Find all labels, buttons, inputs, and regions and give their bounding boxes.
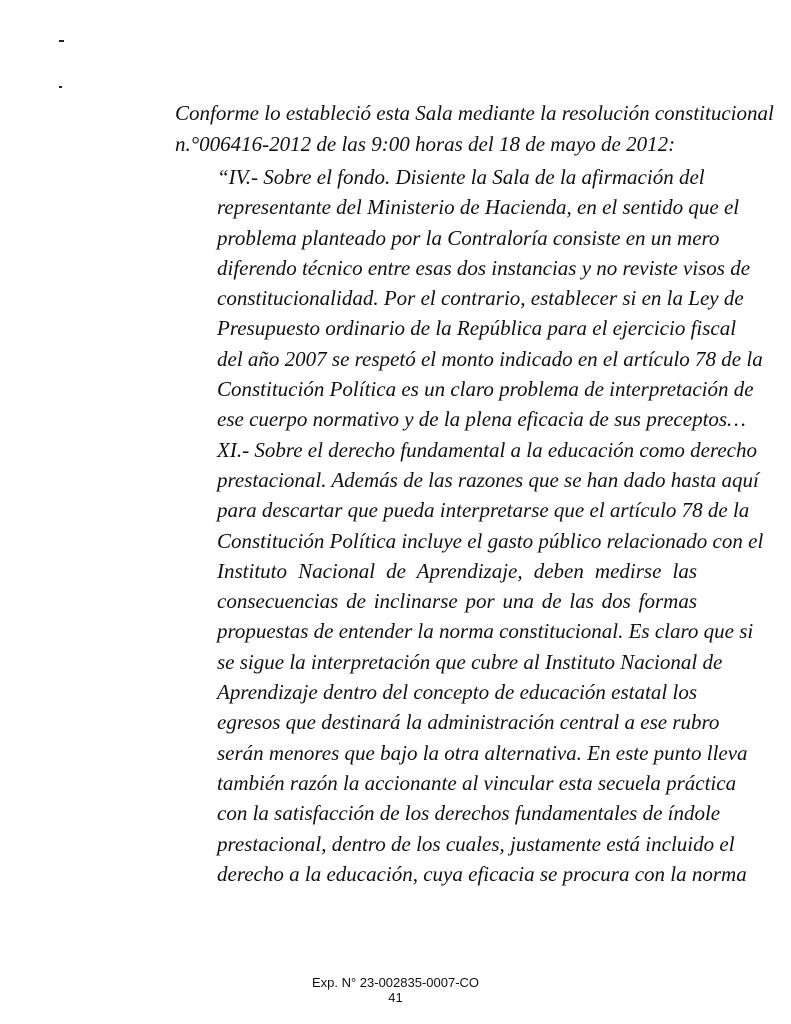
quote-line: ese cuerpo normativo y de la plena eficacia de sus preceptos… <box>217 407 746 432</box>
quote-line: también razón la accionante al vincular esta secuela práctica <box>217 770 737 795</box>
quote-line: Presupuesto ordinario de la República para el ejercicio fiscal <box>217 316 737 341</box>
quote-line: serán menores que bajo la otra alternativa. En este punto lleva <box>217 740 748 765</box>
quote-line: Aprendizaje dentro del concepto de educación estatal los <box>217 680 697 705</box>
quote-line: problema planteado por la Contraloría consiste en un mero <box>217 225 720 250</box>
scan-mark <box>59 86 62 88</box>
intro-line: n.°006416-2012 de las 9:00 horas del 18 de mayo de 2012: <box>175 131 676 156</box>
quote-line: Constitución Política es un claro problema de interpretación de <box>217 377 754 402</box>
quote-line: derecho a la educación, cuya eficacia se procura con la norma <box>217 861 747 886</box>
scan-mark <box>59 40 64 42</box>
quote-line: del año 2007 se respetó el monto indicado en el artículo 78 de la <box>217 346 763 371</box>
quoted-resolution <box>217 162 764 889</box>
quote-line: prestacional. Además de las razones que se han dado hasta aquí <box>217 467 759 492</box>
quote-line: consecuencias de inclinarse por una de las dos formas <box>217 589 697 614</box>
quote-line: representante del Ministerio de Hacienda, en el sentido que el <box>217 195 740 220</box>
quote-line: se sigue la interpretación que cubre al Instituto Nacional de <box>217 649 723 674</box>
quote-line: XI.- Sobre el derecho fundamental a la educación como derecho <box>217 437 758 462</box>
quote-line: “IV.- Sobre el fondo. Disiente la Sala de la afirmación del <box>217 165 705 189</box>
case-number: Exp. N° 23-002835-0007-CO <box>311 975 480 990</box>
quote-line: para descartar que pueda interpretarse que el artículo 78 de la <box>217 498 750 523</box>
quote-line: diferendo técnico entre esas dos instancias y no reviste visos de <box>217 255 751 280</box>
quote-line: Instituto Nacional de Aprendizaje, deben medirse las <box>217 558 697 583</box>
page-number: 41 <box>388 990 403 1005</box>
quote-line: Constitución Política incluye el gasto público relacionado con el <box>217 528 764 553</box>
intro-line: Conforme lo estableció esta Sala mediante la resolución constitucional <box>175 101 774 125</box>
quote-line: propuestas de entender la norma constitucional. Es claro que si <box>217 619 754 644</box>
quote-line: prestacional, dentro de los cuales, justamente está incluido el <box>217 831 735 856</box>
quote-line: con la satisfacción de los derechos fundamentales de índole <box>217 801 721 826</box>
quote-line: egresos que destinará la administración central a ese rubro <box>217 710 720 735</box>
quote-line: constitucionalidad. Por el contrario, establecer si en la Ley de <box>217 286 744 311</box>
intro-paragraph <box>175 98 774 159</box>
